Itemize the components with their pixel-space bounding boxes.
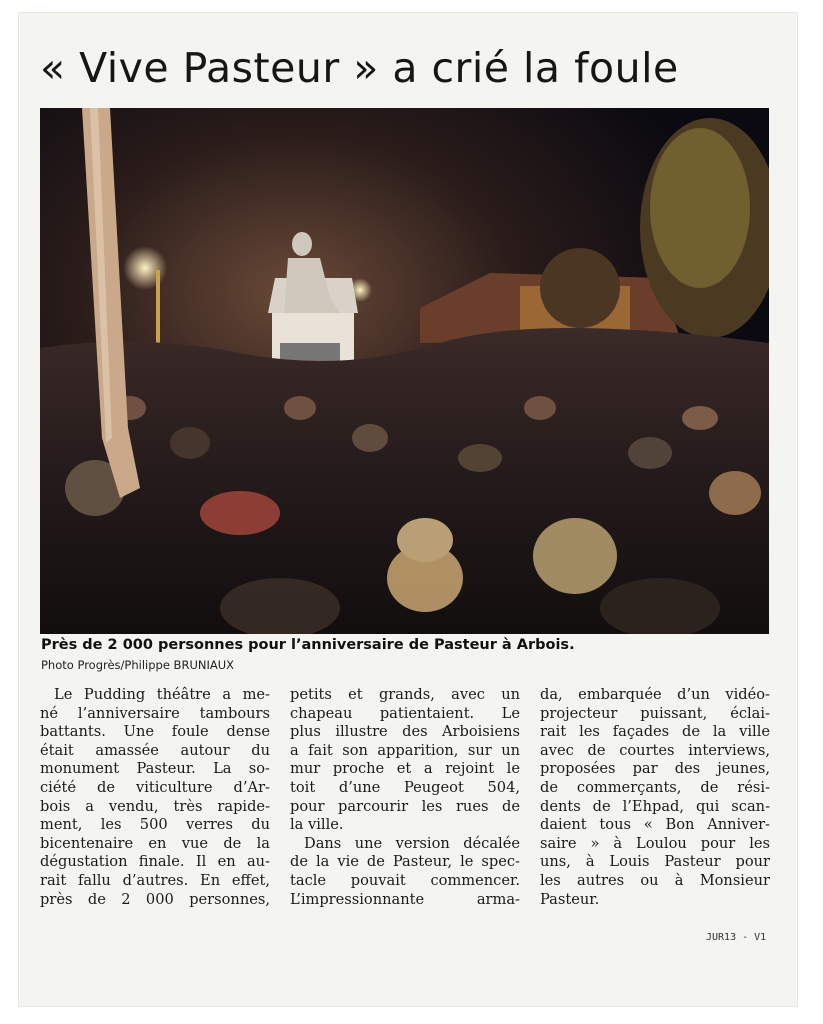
headline: « Vive Pasteur » a crié la foule bbox=[40, 44, 679, 92]
article-line: les autres ou à Monsieur bbox=[540, 871, 770, 889]
article-line: dégustation finale. Il en au- bbox=[40, 853, 270, 871]
article-line: rait les façades de la ville bbox=[540, 723, 770, 741]
article-line: proposées par des jeunes, bbox=[540, 760, 770, 778]
article-line: près de 2 000 personnes, bbox=[40, 890, 270, 908]
news-photo bbox=[40, 108, 769, 634]
article-line: tacle pouvait commencer. bbox=[290, 871, 520, 889]
article-line: né l’anniversaire tambours bbox=[40, 704, 270, 722]
article-column-3 bbox=[540, 686, 770, 909]
article-line: la ville. bbox=[290, 816, 344, 834]
article-line: de commerçants, de rési- bbox=[540, 778, 770, 796]
article-column-1 bbox=[40, 686, 270, 909]
article-line: chapeau patientaient. Le bbox=[290, 704, 520, 722]
article-line: plus illustre des Arboisiens bbox=[290, 723, 520, 741]
article-line: battants. Une foule dense bbox=[40, 723, 270, 741]
article-line: Le Pudding théâtre a me- bbox=[54, 686, 270, 703]
article-line: Dans une version décalée bbox=[304, 834, 520, 852]
article-column-2 bbox=[290, 686, 520, 909]
article-line: da, embarquée d’un vidéo- bbox=[540, 686, 770, 703]
page-folio: JUR13 - V1 bbox=[706, 932, 767, 943]
article-line: mur proche et a rejoint le bbox=[290, 760, 520, 778]
article-line: toit d’une Peugeot 504, bbox=[290, 778, 520, 796]
article-line: L’impressionnante arma- bbox=[290, 890, 520, 908]
article-line: bicentenaire en vue de la bbox=[40, 834, 270, 852]
article-line: saire » à Loulou pour les bbox=[540, 834, 770, 852]
article-line: pour parcourir les rues de bbox=[290, 797, 520, 815]
article-line: petits et grands, avec un bbox=[290, 686, 520, 703]
article-line: projecteur puissant, éclai- bbox=[540, 704, 770, 722]
article-line: dents de l’Ehpad, qui scan- bbox=[540, 797, 770, 815]
article-line: daient tous « Bon Anniver- bbox=[540, 816, 770, 834]
article-line: a fait son apparition, sur un bbox=[290, 741, 520, 759]
article-line: uns, à Louis Pasteur pour bbox=[540, 853, 770, 871]
article-line: ciété de viticulture d’Ar- bbox=[40, 778, 270, 796]
article-line: était amassée autour du bbox=[40, 741, 270, 759]
article-line: rait fallu d’autres. En effet, bbox=[40, 871, 270, 889]
article-line: avec de courtes interviews, bbox=[540, 741, 770, 759]
article-line: monument Pasteur. La so- bbox=[40, 760, 270, 778]
article-line: ment, les 500 verres du bbox=[40, 816, 270, 834]
photo-caption: Près de 2 000 personnes pour l’anniversaire de Pasteur à Arbois. bbox=[41, 637, 575, 653]
article-line: de la vie de Pasteur, le spec- bbox=[290, 853, 520, 871]
photo-credit: Photo Progrès/Philippe BRUNIAUX bbox=[41, 658, 235, 672]
article-line: Pasteur. bbox=[540, 890, 600, 908]
article-line: bois a vendu, très rapide- bbox=[40, 797, 270, 815]
